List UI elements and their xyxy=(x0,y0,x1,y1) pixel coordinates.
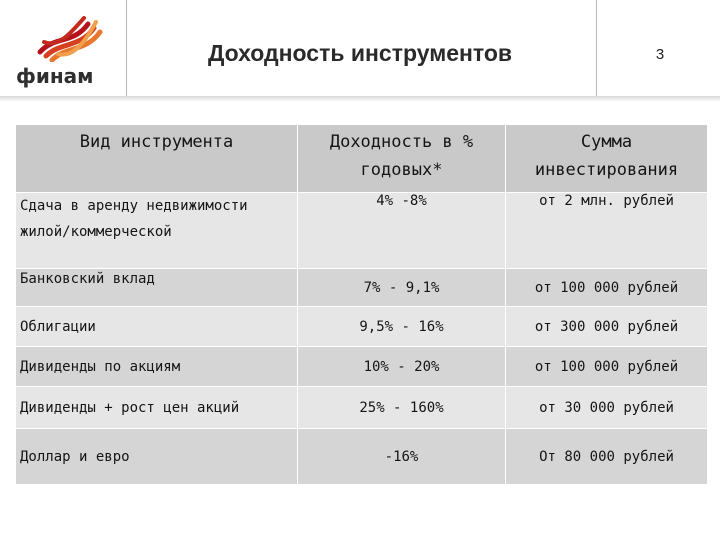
cell-type: Дивиденды по акциям xyxy=(16,347,298,387)
cell-yield: 25% - 160% xyxy=(298,387,506,429)
header-shadow xyxy=(0,96,720,102)
cell-type: Банковский вклад xyxy=(16,269,298,307)
cell-amount: от 100 000 рублей xyxy=(506,269,708,307)
cell-yield: 9,5% - 16% xyxy=(298,307,506,347)
page-number: 3 xyxy=(655,46,665,63)
slide-header xyxy=(0,0,720,100)
cell-yield: 4% -8% xyxy=(298,193,506,269)
table-row xyxy=(16,269,708,307)
finam-logo xyxy=(14,14,134,94)
cell-type: Сдача в аренду недвижимости жилой/коммерческой xyxy=(16,193,298,269)
table-row xyxy=(16,429,708,485)
cell-amount: От 80 000 рублей xyxy=(506,429,708,485)
cell-type: Доллар и евро xyxy=(16,429,298,485)
cell-yield: 7% - 9,1% xyxy=(298,269,506,307)
table-row xyxy=(16,347,708,387)
cell-type: Облигации xyxy=(16,307,298,347)
header-divider xyxy=(596,0,597,100)
page-title: Доходность инструментов xyxy=(207,40,513,66)
table-row xyxy=(16,193,708,269)
cell-type: Дивиденды + рост цен акций xyxy=(16,387,298,429)
cell-amount: от 300 000 рублей xyxy=(506,307,708,347)
cell-yield: 10% - 20% xyxy=(298,347,506,387)
finam-logo-mark-icon xyxy=(34,14,114,62)
column-header-type: Вид инструмента xyxy=(16,125,298,193)
cell-amount: от 100 000 рублей xyxy=(506,347,708,387)
column-header-amount: Сумма инвестирования xyxy=(506,125,708,193)
yield-table xyxy=(15,124,708,485)
cell-amount: от 30 000 рублей xyxy=(506,387,708,429)
table-row xyxy=(16,307,708,347)
cell-yield: -16% xyxy=(298,429,506,485)
table-row xyxy=(16,387,708,429)
column-header-yield: Доходность в % годовых* xyxy=(298,125,506,193)
cell-amount: от 2 млн. рублей xyxy=(506,193,708,269)
header-divider xyxy=(126,0,127,100)
logo-text: финам xyxy=(16,64,94,88)
table-header-row xyxy=(16,125,708,193)
